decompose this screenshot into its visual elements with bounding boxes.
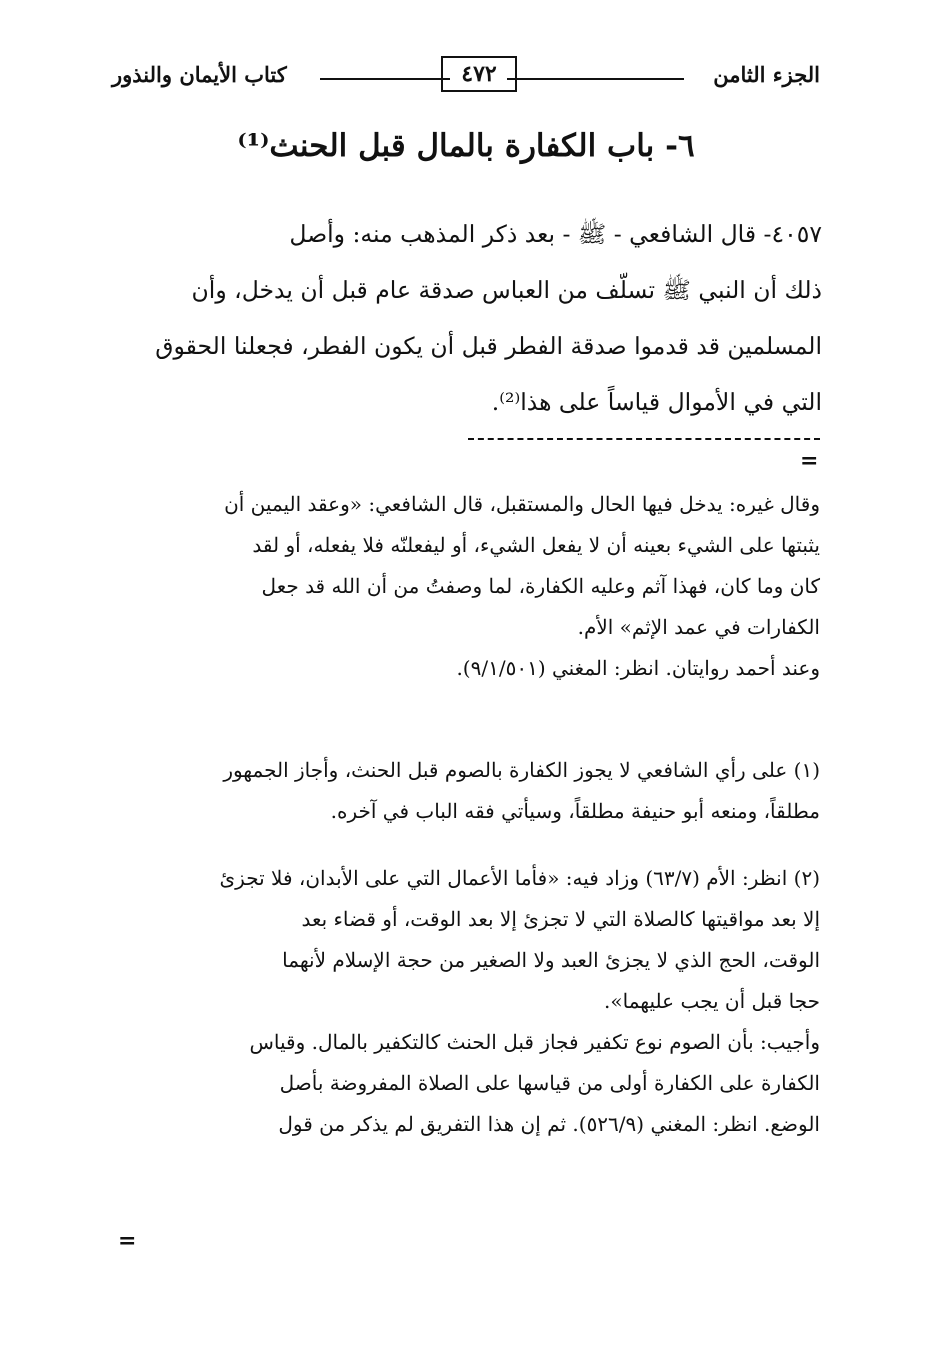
footnote-line: حجا قبل أن يجب عليهما». [604,989,820,1013]
continuation-mark: = [800,448,819,474]
footnote-line: وأجيب: بأن الصوم نوع تكفير فجاز قبل الحنث كالتكفير بالمال. وقياس [249,1030,820,1054]
footnote-line: وعند أحمد روايتان. انظر: المغني (٩/١/٥٠١). [456,656,820,680]
footnote-continuation [112,484,820,689]
footnote-line: الوقت، الحج الذي لا يجزئ العبد ولا الصغير من حجة الإسلام لأنهما [282,948,820,972]
footnote-line: الكفارة على الكفارة أولى من قياسها على الصلاة المفروضة بأصل [279,1071,820,1095]
running-header [112,56,820,96]
footnote-line: إلا بعد مواقيتها كالصلاة التي لا تجزئ إلا بعد الوقت، أو قضاء بعد [301,907,820,931]
footnote-line: الكفارات في عمد الإثم» الأم. [577,615,820,639]
footnote-1 [112,750,820,832]
main-text-line: ٤٠٥٧- قال الشافعي - ﷺ - بعد ذكر المذهب منه: وأصل [289,220,822,248]
main-text-line: المسلمين قد قدموا صدقة الفطر قبل أن يكون الفطر، فجعلنا الحقوق [155,332,822,360]
footnote-line: وقال غيره: يدخل فيها الحال والمستقبل، قال الشافعي: «وعقد اليمين أن [224,492,820,516]
main-text-line: ذلك أن النبي ﷺ تسلّف من العباس صدقة عام قبل أن يدخل، وأن [191,276,822,304]
page-number: ٤٧٢ [461,61,497,87]
header-book-label: كتاب الأيمان والنذور [112,62,287,87]
footnote-line: كان وما كان، فهذا آثم وعليه الكفارة، لما وصفتُ من أن الله قد جعل [261,574,820,598]
footnote-line: الوضع. انظر: المغني (٥٢٦/٩). ثم إن هذا التفريق لم يذكر من قول [278,1112,820,1136]
main-text [108,206,822,430]
footnote-line: (٢) انظر: الأم (٦٣/٧) وزاد فيه: «فأما الأعمال التي على الأبدان، فلا تجزئ [219,866,820,890]
main-text-line: التي في الأموال قياساً على هذا⁽²⁾. [491,388,822,416]
footnote-line: يثبتها على الشيء بعينه أن لا يفعل الشيء، أو ليفعلنّه فلا يفعله، أو لقد [252,533,820,557]
footnote-end-mark: = [118,1228,137,1254]
header-rule-right [507,78,684,80]
page-number-box [441,56,517,92]
footnote-line: مطلقاً، ومنعه أبو حنيفة مطلقاً، وسيأتي فقه الباب في آخره. [330,799,820,823]
footnote-separator [468,438,820,440]
footnote-2 [112,858,820,1145]
chapter-title: ٦- باب الكفارة بالمال قبل الحنث⁽¹⁾ [237,128,695,164]
header-rule-left [320,78,450,80]
header-part-label: الجزء الثامن [713,62,820,87]
footnote-line: (١) على رأي الشافعي لا يجوز الكفارة بالصوم قبل الحنث، وأجاز الجمهور [223,758,820,782]
